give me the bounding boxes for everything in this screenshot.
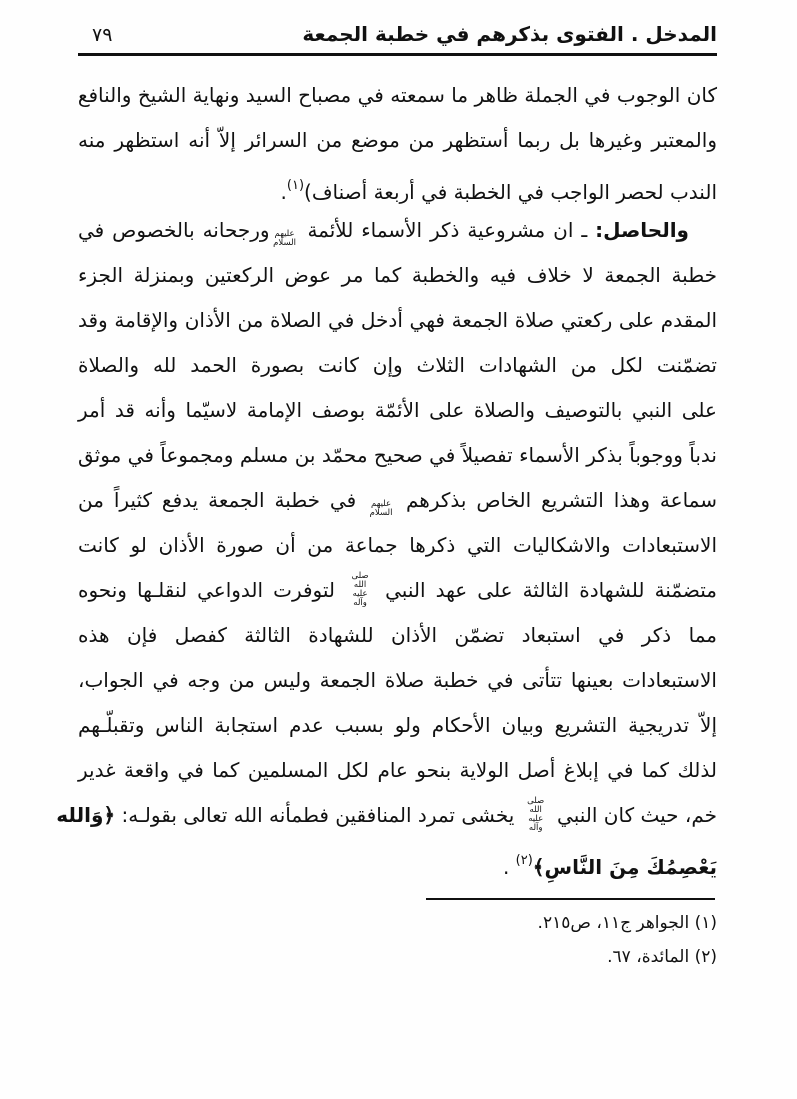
text-segment: كان الوجوب في الجملة ظاهر ما سمعته في مصباح السيد ونهاية الشيخ والنافع	[77, 83, 717, 107]
text-line	[56, 793, 717, 838]
text-segment: مما ذكر في استبعاد تضمّن الأذان للشهادة الثالثة كفصل فإن هذه	[78, 623, 717, 647]
text-segment: الاستبعادات والاشكاليات التي ذكرها جماعة من أن صورة الأذان لو كانت	[78, 533, 717, 557]
text-segment: المقدم على ركعتي صلاة الجمعة فهي أدخل في الصلاة من الأذان والإقامة وقد	[78, 308, 717, 332]
text-line	[78, 433, 717, 478]
text-line	[78, 208, 717, 253]
honorific-mark: صلى الله عليه وآله	[527, 796, 545, 833]
text-line	[78, 568, 717, 613]
text-segment: الندب لحصر الواجب في الخطبة في أربعة أصناف)	[304, 180, 717, 204]
text-segment: يخشى تمرد المنافقين فطمأنه الله تعالى بقولـه:	[115, 803, 521, 827]
text-segment: ورجحانه بالخصوص في	[78, 218, 270, 242]
text-segment: والحاصل:	[595, 218, 689, 242]
text-segment: لذلك كما في إبلاغ أصل الولاية بنحو عام لكل المسلمين كما في واقعة غدير	[78, 758, 717, 782]
body-text	[56, 73, 717, 883]
footnotes-rule	[426, 898, 715, 900]
text-line	[78, 253, 717, 298]
text-line	[78, 523, 717, 568]
header-rule	[78, 53, 717, 56]
text-segment: .	[280, 180, 287, 204]
honorific-mark: عليهم السلام	[369, 499, 393, 518]
honorific-mark: عليهم السلام	[273, 229, 296, 248]
text-line	[78, 298, 717, 343]
text-line	[78, 478, 717, 523]
text-line	[78, 613, 717, 658]
text-segment: .	[502, 855, 516, 879]
text-line	[78, 388, 717, 433]
text-segment: على النبي بالتوصيف والصلاة على الأئمّة بوصف الإمامة لاسيّما وأنه قد أمر	[78, 398, 717, 422]
text-line	[78, 163, 717, 208]
text-segment: تضمّنت لكل من الشهادات الثلاث وإن كانت بصورة الحمد لله والصلاة	[78, 353, 717, 377]
honorific-mark: صلى الله عليه وآله	[351, 571, 369, 608]
text-segment: ندباً ووجوباً بذكر الأسماء تفصيلاً في صحيح محمّد بن مسلم ومجموعاً في موثق	[78, 443, 717, 467]
page-number: ٧٩	[92, 24, 113, 46]
footnote-ref: (٢)	[515, 853, 533, 868]
text-segment: يَعْصِمُكَ مِنَ النَّاسِ﴾	[532, 855, 717, 879]
text-line	[78, 838, 717, 883]
text-segment: الاستبعادات بعينها تتأتى في خطبة صلاة الجمعة وليس من وجه في الجواب،	[78, 668, 717, 692]
text-line	[78, 703, 717, 748]
footnotes-section	[78, 898, 717, 974]
text-segment: إلاّ تدريجية التشريع وبيان الأحكام ولو بسبب عدم استجابة الناس وتقبلّـهم	[78, 713, 717, 737]
footnote-item: (١) الجواهر ج١١، ص٢١٥.	[537, 913, 717, 933]
text-segment: في خطبة الجمعة يدفع كثيراً من	[78, 488, 367, 512]
text-segment: سماعة وهذا التشريع الخاص بذكرهم	[396, 488, 717, 512]
text-segment: متضمّنة للشهادة الثالثة على عهد النبي	[375, 578, 717, 602]
text-line	[78, 343, 717, 388]
text-segment: خطبة الجمعة لا خلاف فيه والخطبة كما مر عوض الركعتين وبمنزلة الجزء	[78, 263, 717, 287]
text-segment: والمعتبر وغيرها بل ربما أستظهر من موضع من السرائر إلاّ أنه استظهر منه	[78, 128, 717, 152]
footnote-item: (٢) المائدة، ٦٧.	[607, 947, 717, 967]
running-head-title: المدخل . الفتوى بذكرهم في خطبة الجمعة	[302, 22, 717, 46]
text-line	[78, 118, 717, 163]
text-line	[78, 658, 717, 703]
text-line	[78, 748, 717, 793]
text-segment: ـ ان مشروعية ذكر الأسماء للأئمة	[299, 218, 596, 242]
footnote-ref: (١)	[286, 178, 305, 193]
text-line	[78, 73, 717, 118]
text-segment: ﴿وَالله	[56, 803, 116, 827]
page-header	[78, 22, 717, 46]
text-segment: لتوفرت الدواعي لنقلـها ونحوه	[78, 578, 346, 602]
text-segment: خم، حيث كان النبي	[550, 803, 717, 827]
